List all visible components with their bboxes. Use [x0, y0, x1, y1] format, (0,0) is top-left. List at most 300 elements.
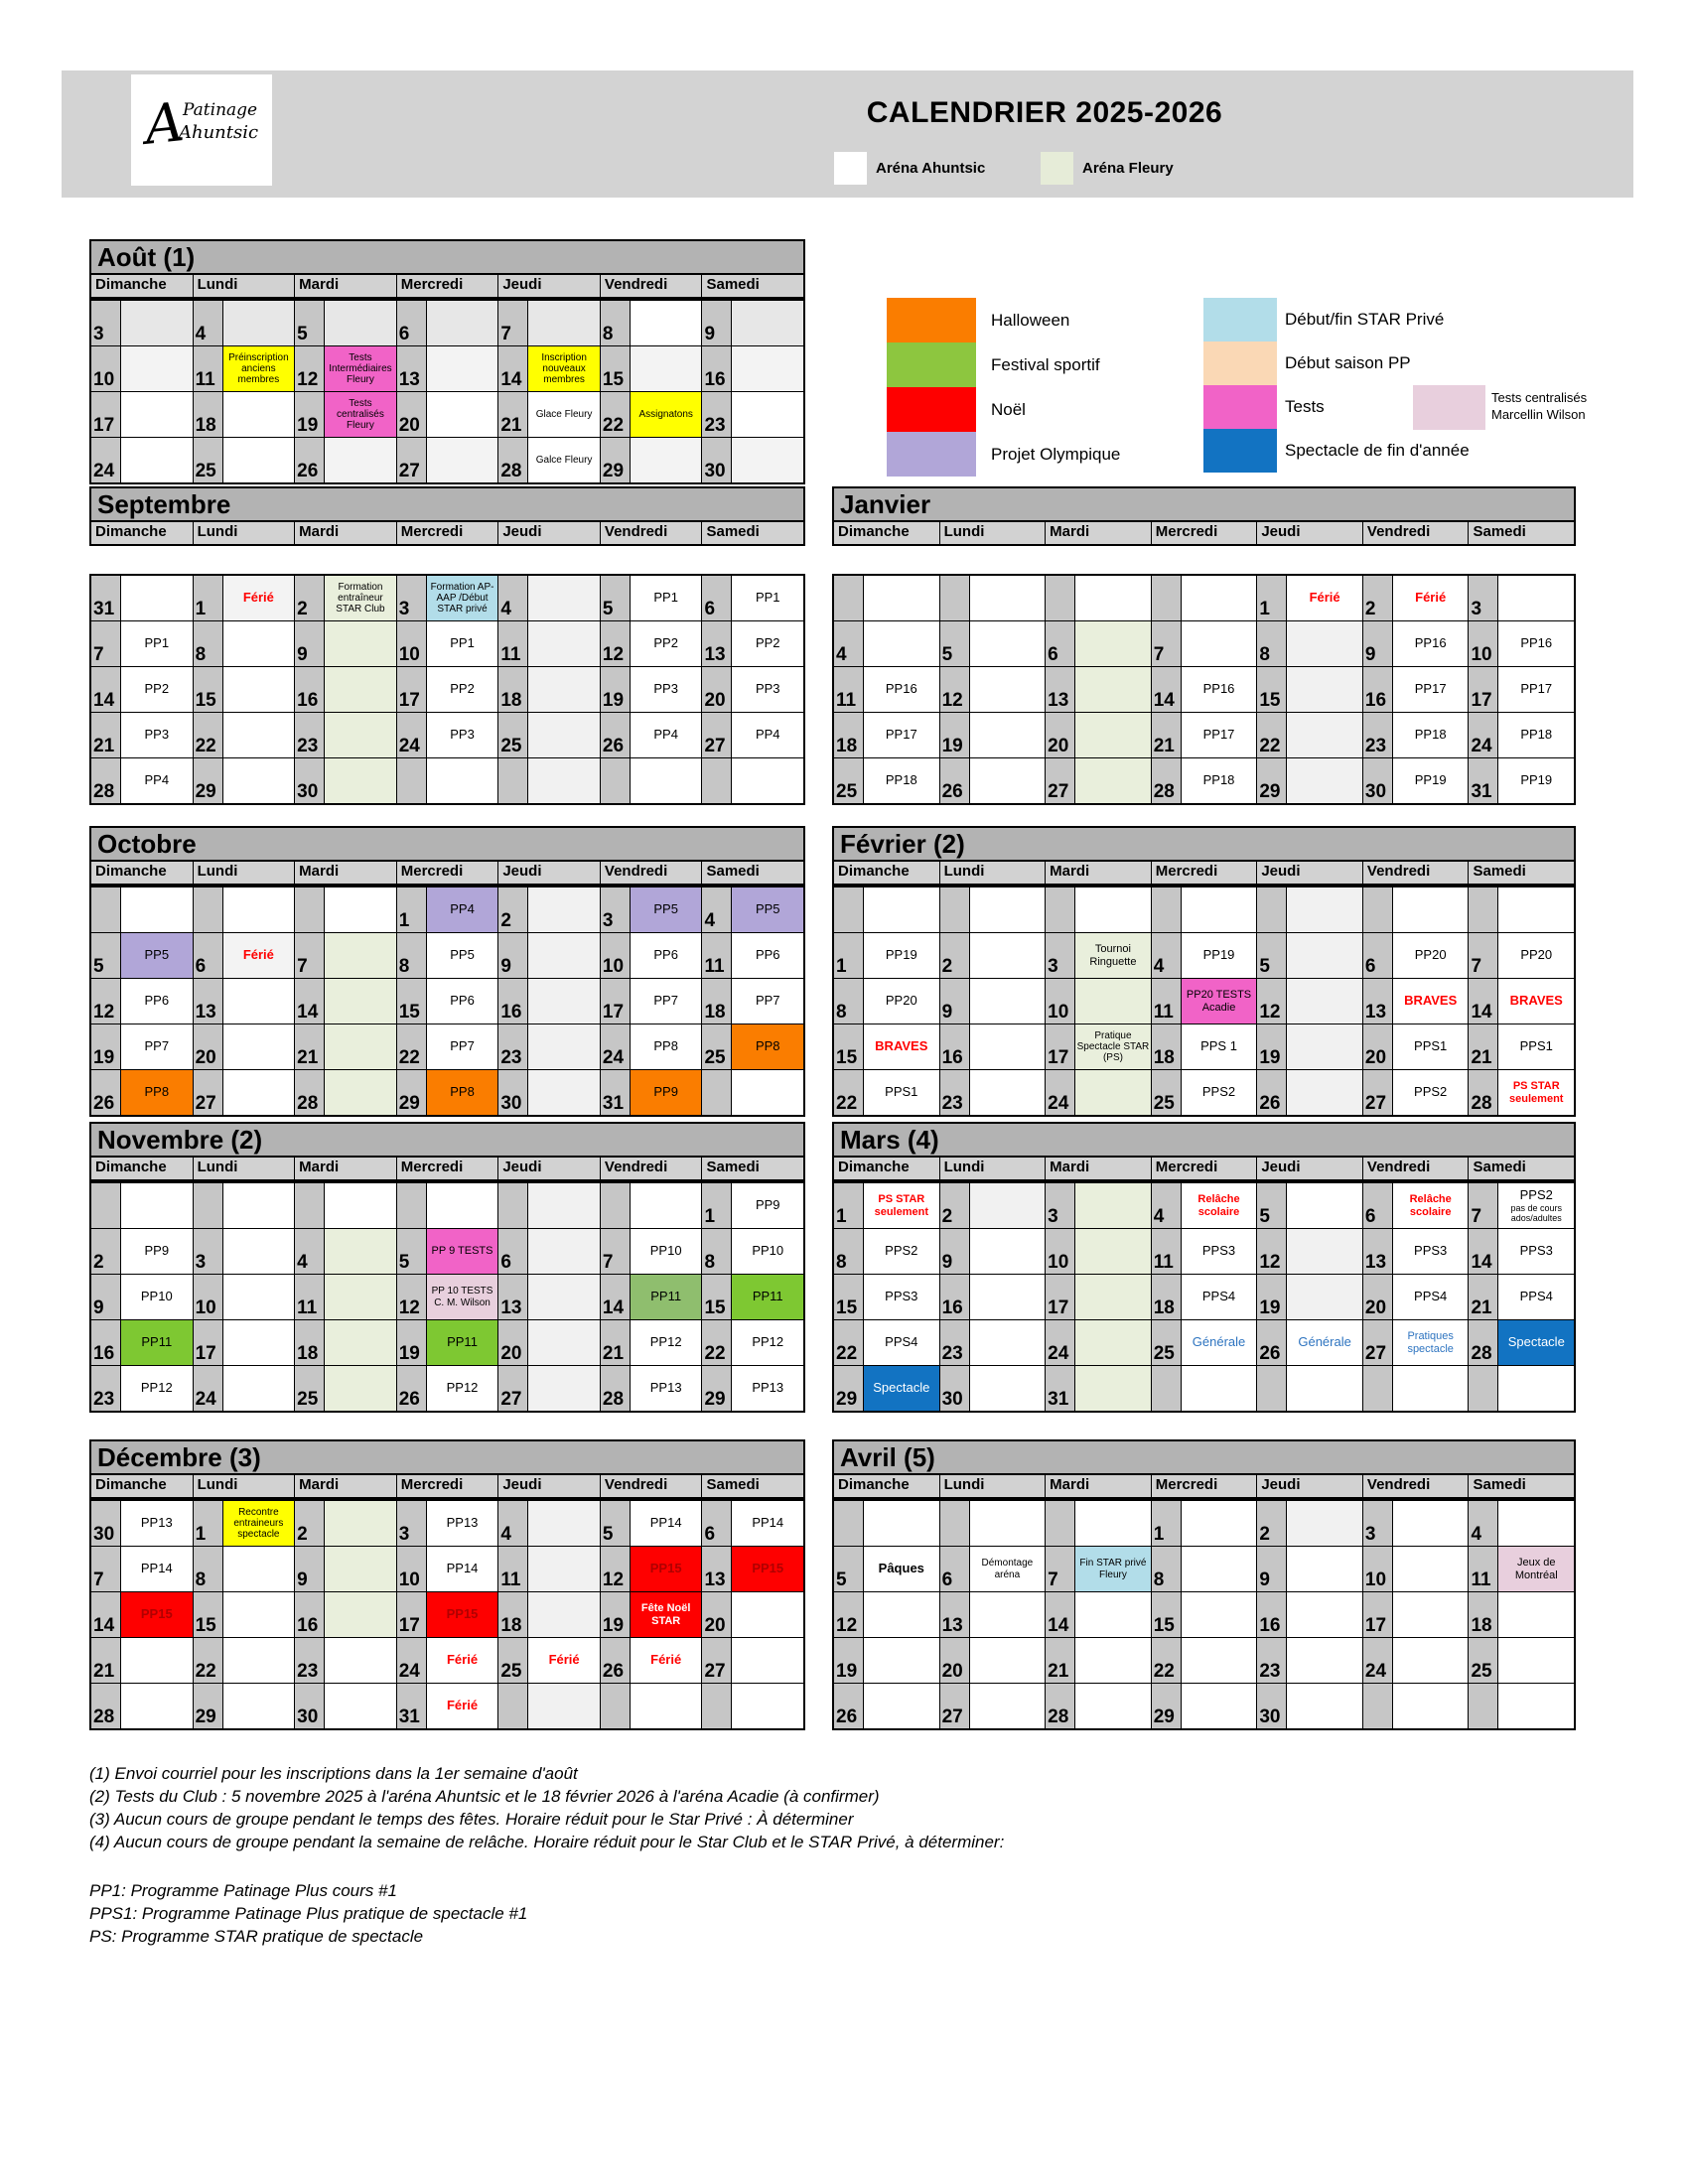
day-cell [1151, 576, 1257, 620]
day-event-label: PP13 [649, 1380, 682, 1396]
month-title: Septembre [89, 486, 805, 522]
day-number: 10 [1469, 621, 1498, 666]
day-event-label: PP18 [1414, 727, 1447, 743]
day-number [1363, 1684, 1393, 1728]
day-cell [1045, 1070, 1151, 1115]
day-content [427, 1070, 498, 1115]
footnotes [89, 1762, 1004, 1853]
day-event-label: PP10 [649, 1243, 682, 1259]
day-header: Lundi [939, 1158, 1046, 1179]
day-number: 21 [1152, 713, 1182, 757]
day-cell [701, 713, 803, 757]
weeks-grid [89, 299, 805, 484]
day-header: Lundi [939, 522, 1046, 544]
day-event-label: PP5 [144, 947, 170, 963]
day-cell [294, 933, 396, 978]
day-content [1075, 758, 1151, 803]
day-cell [1045, 1684, 1151, 1728]
day-event-label: Recontre entraineurs spectacle [233, 1506, 284, 1541]
day-cell [834, 1501, 939, 1546]
day-event-label: PP13 [752, 1380, 784, 1396]
day-cell [600, 713, 702, 757]
day-content [427, 758, 498, 803]
day-header: Lundi [193, 1475, 295, 1497]
day-content [970, 713, 1046, 757]
day-cell [497, 979, 600, 1024]
day-content [427, 1638, 498, 1683]
day-event-label: Fin STAR privé Fleury [1079, 1558, 1147, 1580]
day-cell [91, 346, 193, 391]
day-cell [600, 979, 702, 1024]
noel-label: Noël [991, 400, 1026, 419]
month-avril [832, 1439, 1576, 1730]
day-content [325, 1501, 396, 1546]
day-header: Mardi [294, 1158, 396, 1179]
day-number: 11 [1469, 1547, 1498, 1591]
day-cell [193, 1275, 295, 1319]
day-event-label: PP11 [141, 1334, 173, 1350]
week-row [91, 1183, 803, 1228]
day-number: 13 [702, 621, 732, 666]
tests-label: Tests [1285, 397, 1325, 416]
day-content [1182, 1070, 1257, 1115]
day-header: Lundi [193, 522, 295, 544]
logo-line2: Ahuntsic [179, 122, 259, 143]
day-number [1046, 1501, 1075, 1546]
weeks-grid [832, 1499, 1576, 1730]
day-content [427, 1024, 498, 1069]
day-number: 12 [601, 1547, 631, 1591]
day-content [864, 979, 939, 1024]
day-content [1182, 621, 1257, 666]
day-number: 13 [702, 1547, 732, 1591]
day-cell [91, 1592, 193, 1637]
day-event-label: Préinscription anciens membres [228, 351, 289, 386]
day-header: Jeudi [497, 275, 600, 297]
week-row [834, 1637, 1574, 1683]
day-cell [193, 1547, 295, 1591]
day-cell [1362, 1320, 1469, 1365]
day-cell [91, 1547, 193, 1591]
day-header-row [832, 862, 1576, 886]
day-event-label: Inscription nouveaux membres [541, 351, 587, 386]
day-content [121, 392, 193, 437]
day-header-row [832, 1475, 1576, 1499]
day-content [631, 979, 702, 1024]
day-cell [294, 1070, 396, 1115]
day-event-label: PP4 [144, 772, 170, 788]
day-cell [1468, 1320, 1574, 1365]
day-number: 17 [397, 667, 427, 712]
day-number: 13 [498, 1275, 528, 1319]
day-cell [1151, 758, 1257, 803]
day-content [631, 576, 702, 620]
day-event-label: PP20 [1414, 947, 1447, 963]
day-event-label: PP3 [755, 681, 780, 697]
day-content [427, 1592, 498, 1637]
day-content [427, 667, 498, 712]
day-number: 6 [1363, 933, 1393, 978]
day-event-label: PP14 [752, 1515, 784, 1531]
day-number: 20 [940, 1638, 970, 1683]
day-content [121, 1684, 193, 1728]
day-header: Mercredi [396, 522, 498, 544]
day-content [631, 1638, 702, 1683]
day-number: 19 [91, 1024, 121, 1069]
weeks-grid [832, 886, 1576, 1117]
day-cell [91, 1320, 193, 1365]
weeks-grid [89, 1499, 805, 1730]
day-cell [1468, 758, 1574, 803]
day-cell [1151, 667, 1257, 712]
day-content [1182, 1366, 1257, 1411]
day-header: Samedi [1468, 522, 1574, 544]
day-number: 5 [940, 621, 970, 666]
day-number: 9 [498, 933, 528, 978]
day-cell [600, 1547, 702, 1591]
day-content [1075, 1229, 1151, 1274]
day-number [397, 758, 427, 803]
day-number: 28 [295, 1070, 325, 1115]
day-event-label: Galce Fleury [535, 454, 593, 466]
day-cell [1151, 1638, 1257, 1683]
day-event-label: Spectacle [873, 1380, 930, 1396]
day-number: 22 [834, 1070, 864, 1115]
day-number: 23 [1363, 713, 1393, 757]
day-number: 18 [194, 392, 223, 437]
day-cell [701, 933, 803, 978]
day-event-label: Glace Fleury [535, 408, 593, 420]
day-cell [193, 1183, 295, 1228]
day-event-label: PP16 [1202, 681, 1235, 697]
day-number: 30 [295, 758, 325, 803]
day-content [528, 438, 600, 482]
day-header-row [89, 1158, 805, 1181]
month-title: Août (1) [89, 239, 805, 275]
day-cell [396, 301, 498, 345]
week-row [834, 1365, 1574, 1411]
day-number: 6 [1046, 621, 1075, 666]
day-content [1393, 758, 1469, 803]
day-cell [701, 1229, 803, 1274]
day-number: 11 [498, 1547, 528, 1591]
day-event-label: PPS4 [1414, 1289, 1448, 1304]
day-cell [1468, 979, 1574, 1024]
day-content [223, 979, 295, 1024]
day-number: 1 [1257, 576, 1287, 620]
day-content [970, 1638, 1046, 1683]
day-event-label: PP5 [653, 901, 678, 917]
day-cell [1468, 621, 1574, 666]
month-fevrier [832, 826, 1576, 1117]
day-content [1287, 1275, 1362, 1319]
day-event-label: Tests centralisés Fleury [337, 397, 384, 432]
day-content [1393, 576, 1469, 620]
day-header: Mardi [1045, 1475, 1151, 1497]
day-cell [1256, 758, 1362, 803]
day-cell [1256, 1638, 1362, 1683]
day-content [631, 301, 702, 345]
day-header: Mercredi [396, 275, 498, 297]
tests-centralises-label: Tests centralisés Marcellin Wilson [1491, 390, 1588, 422]
day-number: 1 [397, 887, 427, 932]
day-cell [1362, 1183, 1469, 1228]
day-content [1182, 1684, 1257, 1728]
day-cell [1468, 933, 1574, 978]
day-cell [193, 301, 295, 345]
day-cell [294, 1183, 396, 1228]
day-content [1075, 979, 1151, 1024]
day-number: 24 [1469, 713, 1498, 757]
day-cell [1256, 1070, 1362, 1115]
day-cell [1362, 758, 1469, 803]
day-content [631, 887, 702, 932]
day-cell [1151, 1366, 1257, 1411]
day-number [834, 887, 864, 932]
day-event-label: PP16 [1414, 635, 1447, 651]
day-cell [600, 576, 702, 620]
day-number: 2 [1363, 576, 1393, 620]
day-number: 1 [834, 933, 864, 978]
day-number: 14 [1046, 1592, 1075, 1637]
day-event-label: PPS2 [1519, 1187, 1553, 1203]
day-event-label: PP8 [653, 1038, 678, 1054]
day-cell [701, 1024, 803, 1069]
day-content [1075, 887, 1151, 932]
day-number: 18 [1469, 1592, 1498, 1637]
day-content [121, 713, 193, 757]
day-content [325, 346, 396, 391]
month-title: Février (2) [832, 826, 1576, 862]
day-cell [701, 1501, 803, 1546]
day-content [1498, 979, 1574, 1024]
day-event-label: PP18 [885, 772, 917, 788]
day-event-label: PP20 TESTS Acadie [1186, 989, 1252, 1014]
day-header: Mercredi [1151, 862, 1257, 884]
day-cell [497, 758, 600, 803]
day-cell [1468, 1592, 1574, 1637]
day-number: 24 [601, 1024, 631, 1069]
day-number: 13 [1363, 1229, 1393, 1274]
day-content [121, 1070, 193, 1115]
day-content [864, 887, 939, 932]
day-cell [497, 1366, 600, 1411]
day-cell [1045, 933, 1151, 978]
day-content [1182, 1547, 1257, 1591]
day-cell [193, 1366, 295, 1411]
day-cell [701, 438, 803, 482]
day-number: 19 [834, 1638, 864, 1683]
day-number: 1 [834, 1183, 864, 1228]
day-cell [1468, 887, 1574, 932]
day-content [528, 1684, 600, 1728]
day-event-label: Formation entraîneur STAR Club [336, 581, 385, 615]
day-content [528, 1638, 600, 1683]
day-content [223, 713, 295, 757]
day-content [732, 301, 803, 345]
day-content [121, 933, 193, 978]
day-content [970, 621, 1046, 666]
day-number: 20 [194, 1024, 223, 1069]
day-event-label: PP15 [140, 1606, 173, 1622]
day-content [427, 1229, 498, 1274]
day-cell [193, 933, 295, 978]
day-cell [834, 1183, 939, 1228]
day-header: Lundi [193, 1158, 295, 1179]
day-content [864, 1229, 939, 1274]
day-cell [193, 1229, 295, 1274]
day-cell [91, 1501, 193, 1546]
day-number: 21 [601, 1320, 631, 1365]
day-content [631, 1501, 702, 1546]
day-number: 29 [1257, 758, 1287, 803]
day-content [325, 1638, 396, 1683]
day-number: 11 [194, 346, 223, 391]
day-cell [91, 1070, 193, 1115]
day-number: 5 [91, 933, 121, 978]
day-header: Dimanche [91, 1475, 193, 1497]
day-number: 7 [91, 1547, 121, 1591]
day-content [1182, 1592, 1257, 1637]
day-event-label: PP19 [1202, 947, 1235, 963]
day-number: 3 [91, 301, 121, 345]
arena-ahuntsic-label: Aréna Ahuntsic [876, 160, 986, 177]
day-number: 21 [91, 1638, 121, 1683]
day-number: 2 [91, 1229, 121, 1274]
day-cell [294, 621, 396, 666]
day-number [194, 1183, 223, 1228]
day-cell [939, 1638, 1046, 1683]
day-number [1152, 887, 1182, 932]
day-cell [834, 1547, 939, 1591]
day-number [601, 758, 631, 803]
day-content [325, 887, 396, 932]
day-cell [600, 301, 702, 345]
day-event-label: PP17 [1520, 681, 1553, 697]
day-number: 29 [397, 1070, 427, 1115]
day-number: 1 [194, 576, 223, 620]
noel-swatch [887, 387, 976, 432]
day-cell [1362, 1024, 1469, 1069]
day-content [1498, 1366, 1574, 1411]
day-number: 30 [1257, 1684, 1287, 1728]
day-cell [939, 621, 1046, 666]
day-cell [701, 1547, 803, 1591]
footnote-1: (1) Envoi courriel pour les inscriptions dans la 1er semaine d'août [89, 1764, 578, 1783]
day-cell [396, 1638, 498, 1683]
day-content [1498, 1229, 1574, 1274]
day-content [223, 1684, 295, 1728]
day-content [1075, 1183, 1151, 1228]
day-cell [939, 1684, 1046, 1728]
day-cell [1151, 1684, 1257, 1728]
day-cell [834, 1684, 939, 1728]
day-number: 17 [397, 1592, 427, 1637]
day-content [325, 1366, 396, 1411]
day-cell [701, 1592, 803, 1637]
day-header: Dimanche [91, 522, 193, 544]
day-cell [939, 1501, 1046, 1546]
day-event-label: Relâche scolaire [1197, 1193, 1240, 1218]
day-content [528, 1229, 600, 1274]
day-cell [1256, 713, 1362, 757]
day-number: 29 [194, 1684, 223, 1728]
day-header: Samedi [1468, 1475, 1574, 1497]
day-number: 3 [194, 1229, 223, 1274]
day-cell [193, 758, 295, 803]
day-cell [91, 576, 193, 620]
day-cell [701, 346, 803, 391]
day-content [864, 1183, 939, 1228]
day-event-label: PP6 [755, 947, 780, 963]
day-event-label: PPS3 [885, 1289, 918, 1304]
day-number: 23 [498, 1024, 528, 1069]
day-cell [939, 713, 1046, 757]
day-number: 24 [1046, 1320, 1075, 1365]
day-number: 6 [702, 1501, 732, 1546]
day-event-label: PP 10 TESTS C. M. Wilson [431, 1286, 493, 1308]
day-number: 7 [601, 1229, 631, 1274]
day-cell [497, 576, 600, 620]
day-header: Vendredi [600, 275, 702, 297]
day-number: 16 [1257, 1592, 1287, 1637]
day-number: 9 [295, 1547, 325, 1591]
day-content [1182, 1501, 1257, 1546]
day-cell [294, 758, 396, 803]
day-content [121, 1638, 193, 1683]
day-number: 28 [1469, 1320, 1498, 1365]
day-content [864, 1366, 939, 1411]
day-event-label: PP4 [755, 727, 780, 743]
day-content [1182, 979, 1257, 1024]
day-cell [294, 887, 396, 932]
day-number: 18 [702, 979, 732, 1024]
day-content [325, 392, 396, 437]
day-cell [1362, 576, 1469, 620]
day-content [1393, 713, 1469, 757]
day-cell [1362, 933, 1469, 978]
day-content [864, 713, 939, 757]
day-cell [1256, 1547, 1362, 1591]
day-cell [1468, 1070, 1574, 1115]
day-content [1182, 1024, 1257, 1069]
day-cell [91, 933, 193, 978]
day-cell [600, 1229, 702, 1274]
day-content [325, 933, 396, 978]
day-number: 15 [702, 1275, 732, 1319]
day-content [970, 1229, 1046, 1274]
day-content [970, 1024, 1046, 1069]
day-cell [91, 1275, 193, 1319]
day-cell [193, 1638, 295, 1683]
day-event-label: PP5 [755, 901, 780, 917]
day-content [121, 301, 193, 345]
day-cell [701, 576, 803, 620]
day-number: 28 [91, 1684, 121, 1728]
week-row [91, 666, 803, 712]
day-cell [396, 346, 498, 391]
day-content [864, 1070, 939, 1115]
page-title: CALENDRIER 2025-2026 [866, 96, 1223, 129]
day-cell [1468, 1684, 1574, 1728]
day-content [1287, 1070, 1362, 1115]
day-number [1469, 1366, 1498, 1411]
projet-olympique-swatch [887, 432, 976, 477]
day-content [1287, 667, 1362, 712]
day-content [325, 576, 396, 620]
day-event-label: PP11 [447, 1334, 478, 1350]
day-header: Vendredi [600, 862, 702, 884]
